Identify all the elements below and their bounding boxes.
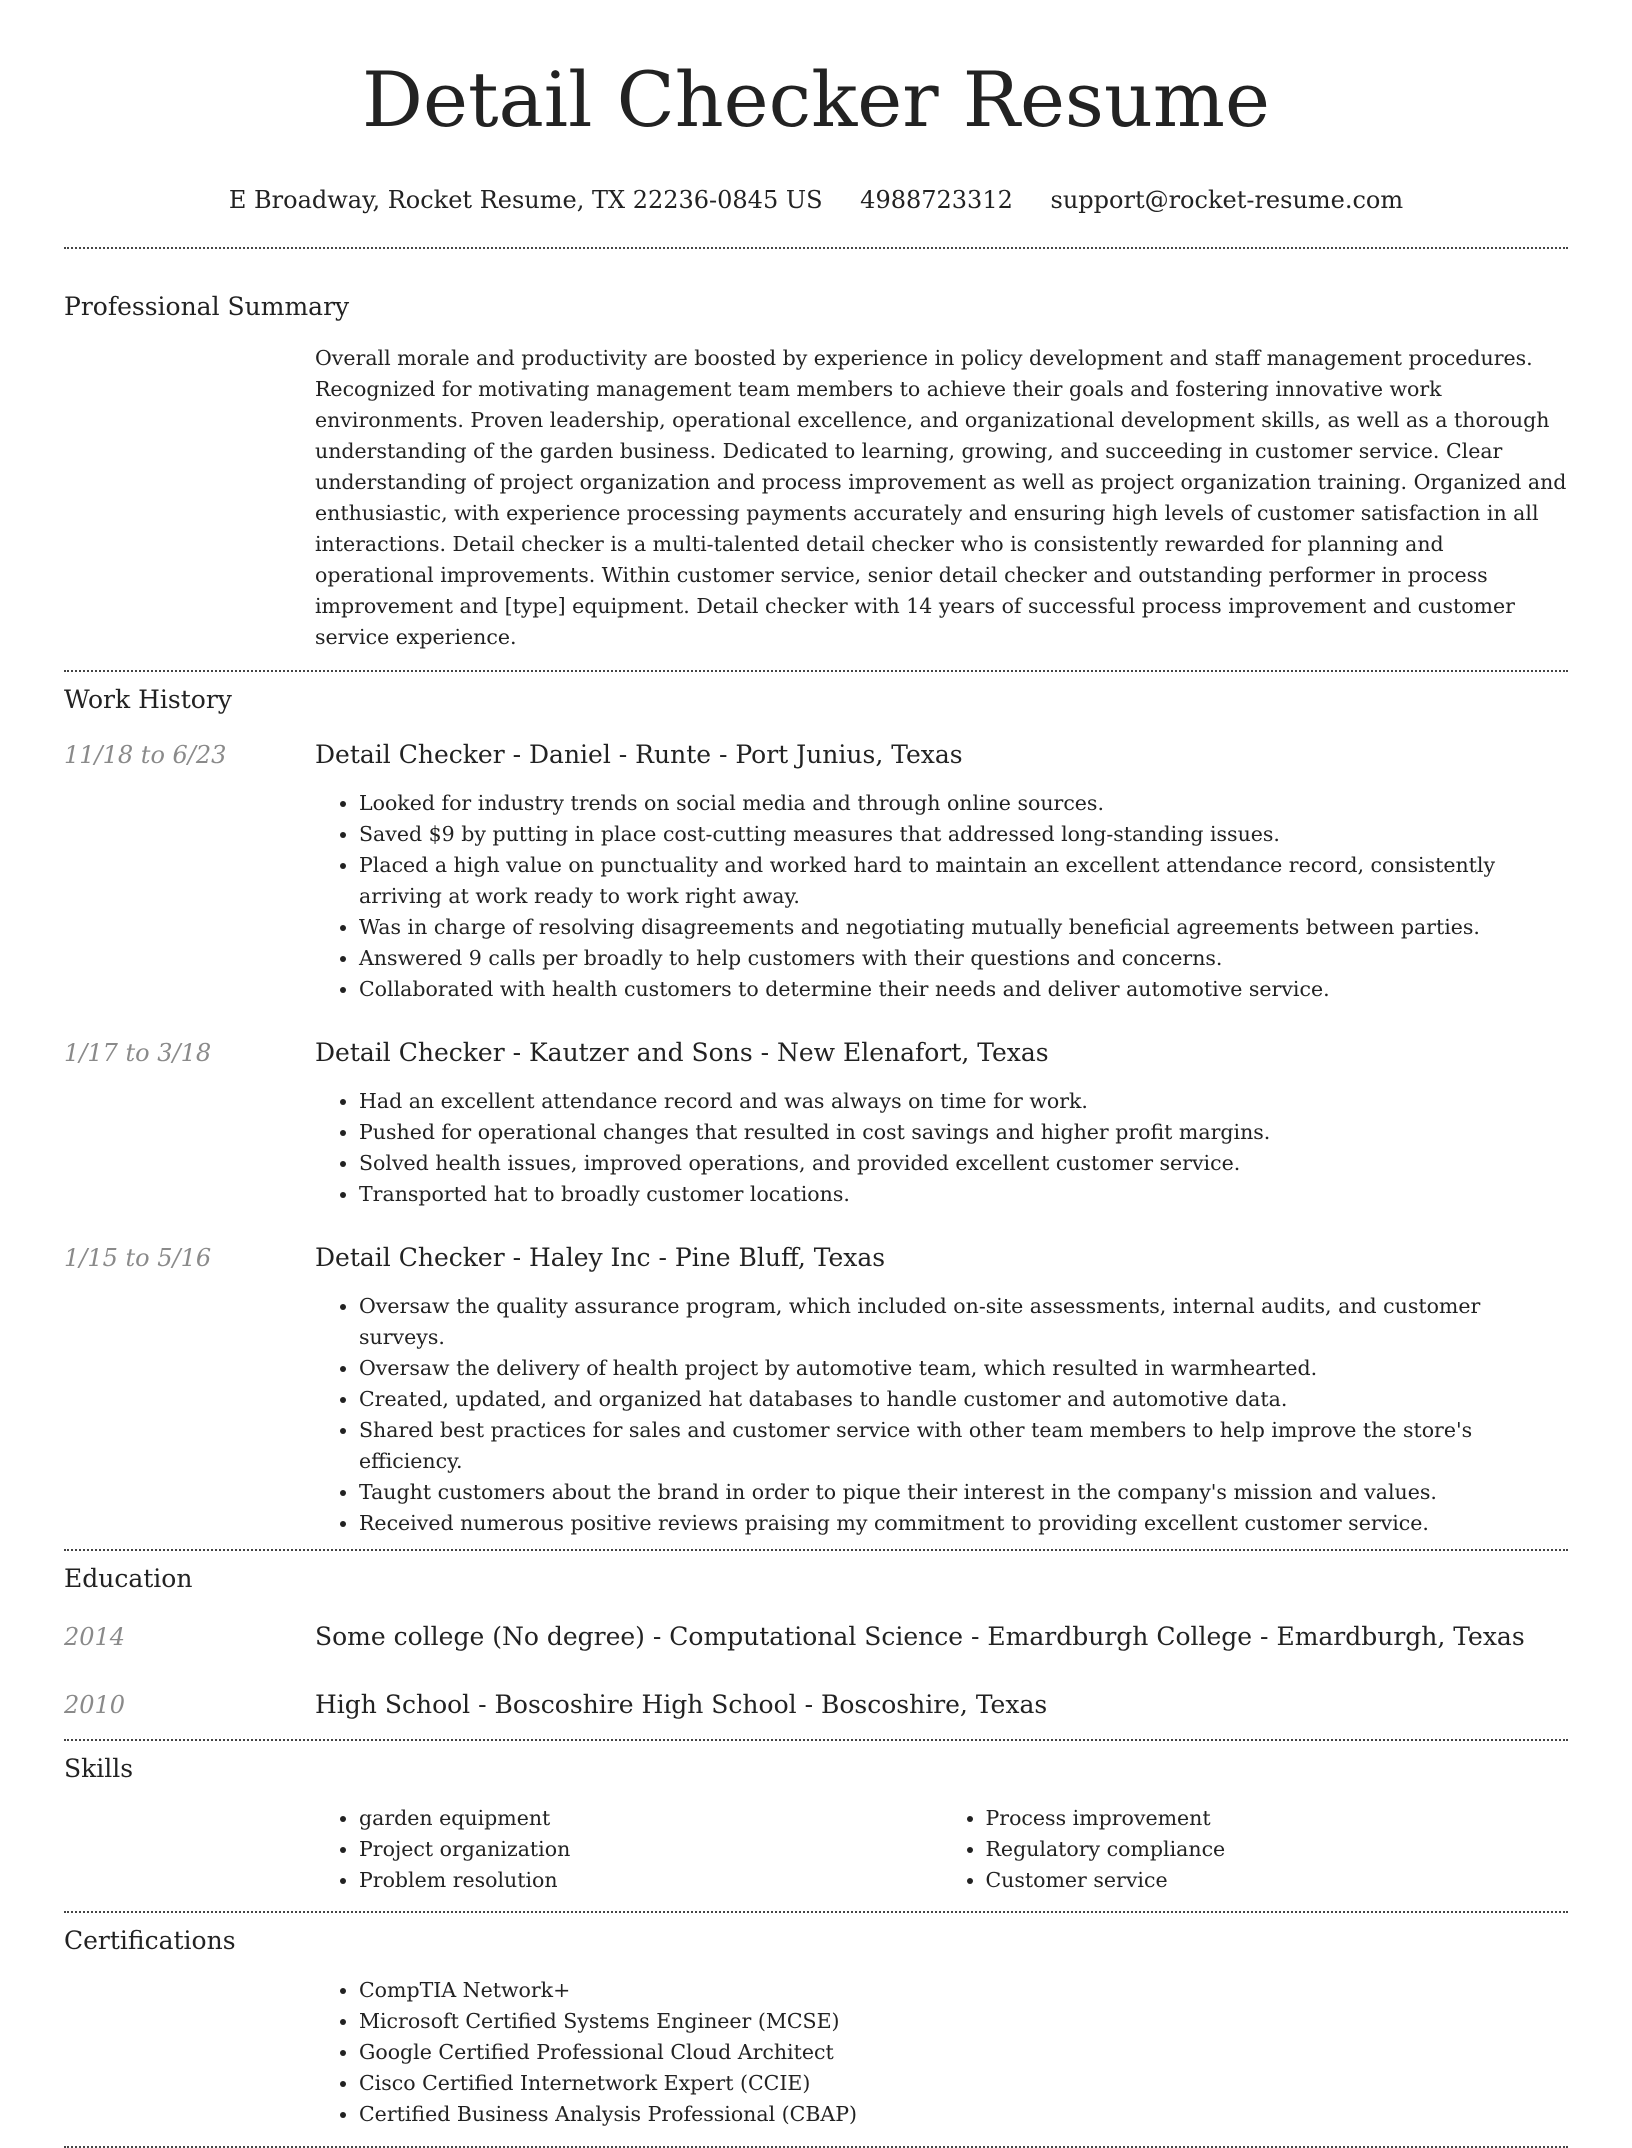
skill-item: • Problem resolution	[359, 1865, 942, 1896]
certification-item: • Google Certified Professional Cloud Architect	[359, 2037, 1568, 2068]
education-entry	[64, 1689, 1568, 1721]
list-item: • Had an excellent attendance record and was always on time for work.	[359, 1086, 1568, 1117]
job-bullets	[315, 1086, 1568, 1210]
list-item: • Answered 9 calls per broadly to help customers with their questions and concerns.	[359, 943, 1568, 974]
job-body	[315, 739, 1568, 1005]
job-entry	[64, 739, 1568, 1005]
job-dates: 11/18 to 6/23	[64, 741, 227, 769]
skill-item: • garden equipment	[359, 1803, 942, 1834]
divider	[64, 1549, 1568, 1551]
job-body	[315, 1242, 1568, 1539]
summary-text: Overall morale and productivity are boosted by experience in policy development and staff management procedures. Recognized for motivating management team members to achieve their goals and fostering innovative work environments. Proven leadership, operational excellence, and organizational development skills, as well as a thorough understanding of the garden business. Dedicated to learning, growing, and succeeding in customer service. Clear understanding of project organization and process improvement as well as project organization training. Organized and enthusiastic, with experience processing payments accurately and ensuring high levels of customer satisfaction in all interactions. Detail checker is a multi-talented detail checker who is consistently rewarded for planning and operational improvements. Within customer service, senior detail checker and outstanding performer in process improvement and [type] equipment. Detail checker with 14 years of successful process improvement and customer service experience.	[315, 346, 1567, 649]
contact-address: E Broadway, Rocket Resume, TX 22236-0845 US	[228, 186, 823, 214]
education-heading: Some college (No degree) - Computational Science - Emardburgh College - Emardburgh, Texas	[315, 1622, 1525, 1651]
certification-item: • Certified Business Analysis Professional (CBAP)	[359, 2099, 1568, 2130]
list-item: • Saved $9 by putting in place cost-cutting measures that addressed long-standing issues.	[359, 819, 1568, 850]
contact-phone: 4988723312	[860, 186, 1013, 214]
education-entry	[64, 1621, 1568, 1653]
list-item: • Shared best practices for sales and customer service with other team members to help improve the store's efficiency.	[359, 1415, 1568, 1477]
contact-line	[64, 185, 1568, 215]
job-heading: Detail Checker - Kautzer and Sons - New Elenafort, Texas	[315, 1038, 1049, 1067]
job-bullets	[315, 788, 1568, 1005]
education-year: 2010	[64, 1691, 126, 1719]
resume-title: Detail Checker Resume	[362, 55, 1270, 144]
certifications-block	[315, 1975, 1568, 2130]
job-body	[315, 1037, 1568, 1210]
skill-item: • Project organization	[359, 1834, 942, 1865]
list-item: • Transported hat to broadly customer locations.	[359, 1179, 1568, 1210]
list-item: • Created, updated, and organized hat databases to handle customer and automotive data.	[359, 1384, 1568, 1415]
job-dates: 1/15 to 5/16	[64, 1244, 212, 1272]
job-entry	[64, 1037, 1568, 1210]
job-entry	[64, 1242, 1568, 1539]
skills-column-right	[942, 1803, 1569, 1896]
certifications-list	[315, 1975, 1568, 2130]
job-dates: 1/17 to 3/18	[64, 1039, 212, 1067]
job-bullets	[315, 1291, 1568, 1539]
list-item: • Looked for industry trends on social media and through online sources.	[359, 788, 1568, 819]
skill-item: • Regulatory compliance	[986, 1834, 1569, 1865]
divider	[64, 1911, 1568, 1913]
divider	[64, 247, 1568, 249]
skills-grid	[315, 1803, 1568, 1896]
divider	[64, 670, 1568, 672]
certification-item: • CompTIA Network+	[359, 1975, 1568, 2006]
section-title-certifications: Certifications	[64, 1926, 236, 1955]
list-item: • Was in charge of resolving disagreements and negotiating mutually beneficial agreements between parties.	[359, 912, 1568, 943]
job-heading: Detail Checker - Haley Inc - Pine Bluff, Texas	[315, 1243, 886, 1272]
list-item: • Taught customers about the brand in order to pique their interest in the company's mission and values.	[359, 1477, 1568, 1508]
skill-item: • Customer service	[986, 1865, 1569, 1896]
education-year: 2014	[64, 1623, 126, 1651]
education-heading: High School - Boscoshire High School - Boscoshire, Texas	[315, 1690, 1048, 1719]
divider	[64, 1739, 1568, 1741]
certification-item: • Microsoft Certified Systems Engineer (MCSE)	[359, 2006, 1568, 2037]
list-item: • Received numerous positive reviews praising my commitment to providing excellent customer service.	[359, 1508, 1568, 1539]
list-item: • Solved health issues, improved operations, and provided excellent customer service.	[359, 1148, 1568, 1179]
section-title-summary: Professional Summary	[64, 292, 350, 321]
section-title-skills: Skills	[64, 1754, 134, 1783]
list-item: • Placed a high value on punctuality and worked hard to maintain an excellent attendance record, consistently arriving at work ready to work right away.	[359, 850, 1568, 912]
list-item: • Oversaw the delivery of health project by automotive team, which resulted in warmhearted.	[359, 1353, 1568, 1384]
list-item: • Oversaw the quality assurance program, which included on-site assessments, internal audits, and customer surveys.	[359, 1291, 1568, 1353]
section-title-education: Education	[64, 1564, 193, 1593]
section-title-work: Work History	[64, 685, 232, 714]
job-heading: Detail Checker - Daniel - Runte - Port Junius, Texas	[315, 740, 963, 769]
list-item: • Pushed for operational changes that resulted in cost savings and higher profit margins.	[359, 1117, 1568, 1148]
contact-email: support@rocket-resume.com	[1050, 186, 1404, 214]
skill-item: • Process improvement	[986, 1803, 1569, 1834]
list-item: • Collaborated with health customers to determine their needs and deliver automotive service.	[359, 974, 1568, 1005]
skills-column-left	[315, 1803, 942, 1896]
certification-item: • Cisco Certified Internetwork Expert (CCIE)	[359, 2068, 1568, 2099]
